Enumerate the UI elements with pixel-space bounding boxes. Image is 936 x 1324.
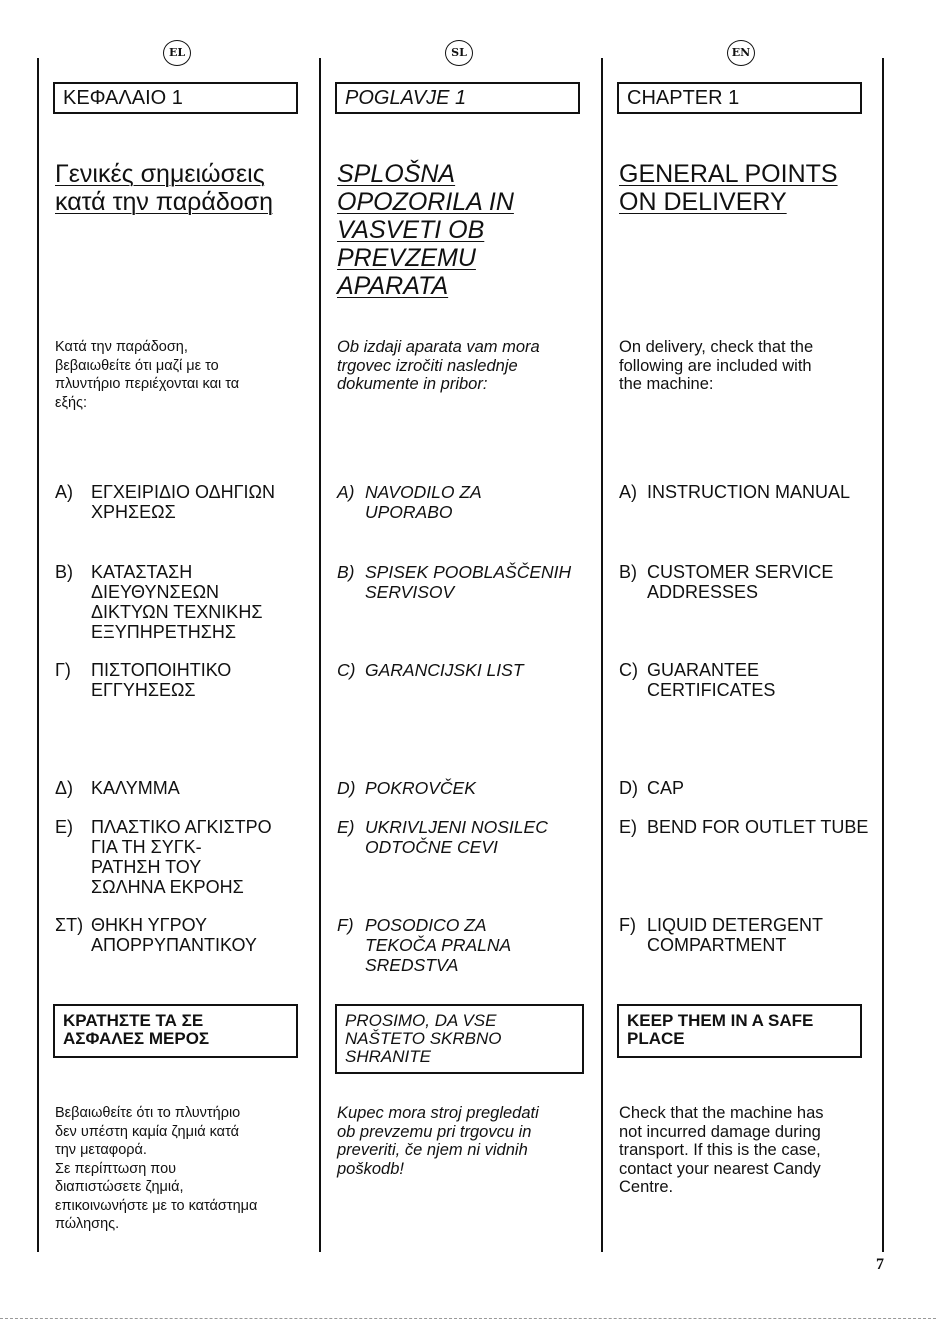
el-check-line: δεν υπέστη καμία ζημιά κατά <box>55 1123 239 1140</box>
en-item-label: E) <box>619 817 637 837</box>
en-check-line: Centre. <box>619 1178 674 1196</box>
en-item-text: CAP <box>647 778 685 798</box>
el-item-line <box>55 660 231 680</box>
sl-included-item <box>337 915 511 975</box>
el-included-item <box>55 660 231 700</box>
en-item-line <box>619 482 850 502</box>
column-rule-left <box>37 58 39 1252</box>
el-item-line: ΓΙΑ ΤΗ ΣΥΓΚ- <box>91 837 202 857</box>
sl-item-line: ODTOČNE CEVI <box>365 837 498 857</box>
en-item-line: COMPARTMENT <box>647 935 787 955</box>
el-section-title <box>55 160 273 216</box>
el-keep-safe-box <box>53 1004 298 1058</box>
sl-item-line <box>337 778 476 798</box>
el-item-label: Β) <box>55 562 73 582</box>
sl-item-label: E) <box>337 817 355 837</box>
el-title-line: κατά την παράδοση <box>55 188 273 216</box>
en-language-badge: EN <box>727 40 755 66</box>
en-item-text: CUSTOMER SERVICE <box>647 562 834 582</box>
en-check-line: transport. If this is the case, <box>619 1141 821 1159</box>
el-check-line: την μεταφορά. <box>55 1142 147 1158</box>
el-item-label: Ε) <box>55 817 73 837</box>
sl-included-item <box>337 562 571 602</box>
sl-keep-line: NAŠTETO SKRBNO <box>345 1029 502 1048</box>
sl-item-line: SREDSTVA <box>365 955 459 975</box>
el-intro-line: πλυντήριο περιέχονται και τα <box>55 376 240 392</box>
en-included-item <box>619 660 775 700</box>
sl-included-item <box>337 660 524 680</box>
en-chapter-heading: CHAPTER 1 <box>617 82 862 114</box>
el-item-line <box>55 817 272 837</box>
en-item-label: D) <box>619 778 638 798</box>
sl-title-line: VASVETI OB <box>337 216 485 244</box>
en-item-text: LIQUID DETERGENT <box>647 915 824 935</box>
en-title-line: ON DELIVERY <box>619 188 787 216</box>
en-item-line: CERTIFICATES <box>647 680 776 700</box>
el-keep-line: ΑΣΦΑΛΕΣ ΜΕΡΟΣ <box>63 1029 210 1048</box>
sl-keep-safe-box <box>335 1004 584 1074</box>
en-item-line <box>619 778 684 798</box>
en-included-item <box>619 562 833 602</box>
column-rule-middle-left <box>319 58 321 1252</box>
sl-title-line: OPOZORILA IN <box>337 188 514 216</box>
en-section-title <box>619 160 838 216</box>
el-intro-line: βεβαιωθείτε ότι μαζί με το <box>55 357 219 374</box>
sl-item-line: UPORABO <box>365 502 453 522</box>
el-title-line: Γενικές σημειώσεις <box>55 160 265 188</box>
el-keep-line: ΚΡΑΤΗΣΤΕ ΤΑ ΣΕ <box>63 1011 204 1030</box>
sl-item-line <box>337 562 571 582</box>
en-check-text <box>619 1104 824 1197</box>
sl-check-text <box>337 1104 539 1178</box>
page-bottom-rule <box>0 1318 936 1319</box>
el-item-label: Δ) <box>55 778 74 798</box>
el-chapter-heading: ΚΕΦΑΛΑΙΟ 1 <box>53 82 298 114</box>
sl-item-line: TEKOČA PRALNA <box>365 935 512 955</box>
sl-item-text: GARANCIJSKI LIST <box>365 660 524 680</box>
sl-intro-line: Ob izdaji aparata vam mora <box>337 338 540 356</box>
sl-title-line: APARATA <box>337 272 449 300</box>
el-included-item <box>55 817 272 897</box>
sl-chapter-heading: POGLAVJE 1 <box>335 82 580 114</box>
en-included-item <box>619 915 823 955</box>
el-check-line: Βεβαιωθείτε ότι το πλυντήριο <box>55 1105 241 1121</box>
el-item-label: ΣΤ) <box>55 915 84 935</box>
el-intro-text <box>55 338 239 412</box>
en-item-line <box>619 915 823 935</box>
en-item-label: C) <box>619 660 638 680</box>
sl-item-label: B) <box>337 562 355 582</box>
sl-keep-line: SHRANITE <box>345 1047 431 1066</box>
en-item-line: ADDRESSES <box>647 582 759 602</box>
en-item-label: B) <box>619 562 637 582</box>
sl-item-text: NAVODILO ZA <box>365 482 482 502</box>
sl-item-line <box>337 482 482 502</box>
sl-check-line: Kupec mora stroj pregledati <box>337 1104 539 1122</box>
sl-item-line <box>337 915 511 935</box>
sl-intro-text <box>337 338 540 394</box>
el-included-item <box>55 778 180 798</box>
en-item-line <box>619 562 833 582</box>
sl-item-text: POKROVČEK <box>365 778 476 798</box>
en-item-text: GUARANTEE <box>647 660 760 680</box>
en-title-line: GENERAL POINTS <box>619 160 838 188</box>
el-item-line: ΑΠΟΡΡΥΠΑΝΤΙΚΟΥ <box>91 935 257 955</box>
el-check-line: πώλησης. <box>55 1216 120 1232</box>
sl-item-text: UKRIVLJENI NOSILEC <box>365 817 548 837</box>
el-item-line: ΕΞΥΠΗΡΕΤΗΣΗΣ <box>91 622 236 642</box>
el-item-line: ΧΡΗΣΕΩΣ <box>91 502 176 522</box>
el-item-line <box>55 778 180 798</box>
page-number: 7 <box>876 1256 884 1273</box>
sl-item-line <box>337 817 548 837</box>
en-included-item <box>619 778 684 798</box>
column-rule-middle-right <box>601 58 603 1252</box>
en-item-label: F) <box>619 915 636 935</box>
el-check-line: Σε περίπτωση που <box>55 1160 177 1177</box>
en-included-item <box>619 817 868 837</box>
el-intro-line: εξής: <box>55 394 88 411</box>
sl-item-label: D) <box>337 778 356 798</box>
en-item-line <box>619 660 775 680</box>
el-item-text: ΠΛΑΣΤΙΚΟ ΑΓΚΙΣΤΡΟ <box>91 817 272 837</box>
el-item-text: ΚΑΛΥΜΜΑ <box>91 778 180 798</box>
el-item-line: ΔΙΕΥΘΥΝΣΕΩΝ <box>91 582 220 602</box>
el-item-text: ΠΙΣΤΟΠΟΙΗΤΙΚΟ <box>91 660 232 680</box>
en-keep-safe-box <box>617 1004 862 1058</box>
el-item-line <box>55 562 262 582</box>
en-intro-line: the machine: <box>619 375 714 393</box>
el-check-line: επικοινωνήστε με το κατάστημα <box>55 1197 258 1214</box>
en-check-line: contact your nearest Candy <box>619 1159 821 1178</box>
sl-included-item <box>337 482 482 522</box>
sl-check-line: preveriti, če njem ni vidnih <box>337 1141 528 1159</box>
el-item-line: ΕΓΓΥΗΣΕΩΣ <box>91 680 196 700</box>
el-item-line <box>55 915 257 935</box>
sl-item-text: POSODICO ZA <box>365 915 487 935</box>
en-item-label: A) <box>619 482 637 502</box>
el-included-item <box>55 562 262 642</box>
sl-item-label: A) <box>337 482 355 502</box>
sl-item-line: SERVISOV <box>365 582 455 602</box>
en-item-text: BEND FOR OUTLET TUBE <box>647 817 869 837</box>
el-language-badge: EL <box>163 40 191 66</box>
el-item-label: Γ) <box>55 660 71 680</box>
sl-item-line <box>337 660 524 680</box>
el-item-line: ΔΙΚΤΥΩΝ ΤΕΧΝΙΚΗΣ <box>91 602 263 622</box>
sl-intro-line: trgovec izročiti naslednje <box>337 356 518 375</box>
en-item-line <box>619 817 868 837</box>
sl-included-item <box>337 817 548 857</box>
sl-title-line: SPLOŠNA <box>337 160 456 188</box>
en-intro-text <box>619 338 813 394</box>
el-included-item <box>55 482 275 522</box>
sl-section-title <box>337 160 514 300</box>
el-item-line: ΡΑΤΗΣΗ ΤΟΥ <box>91 857 202 877</box>
sl-title-line: PREVZEMU <box>337 244 476 272</box>
en-keep-line: PLACE <box>627 1029 685 1048</box>
el-intro-line: Κατά την παράδοση, <box>55 339 188 355</box>
en-item-text: INSTRUCTION MANUAL <box>647 482 851 502</box>
column-rule-right <box>882 58 884 1252</box>
sl-keep-line: PROSIMO, DA VSE <box>345 1011 497 1030</box>
el-item-line: ΣΩΛΗΝΑ ΕΚΡΟΗΣ <box>91 877 244 897</box>
en-intro-line: following are included with <box>619 356 812 375</box>
el-item-text: ΕΓΧΕΙΡΙΔΙΟ ΟΔΗΓΙΩΝ <box>91 482 275 502</box>
el-included-item <box>55 915 257 955</box>
en-check-line: not incurred damage during <box>619 1122 821 1141</box>
el-item-text: ΘΗΚΗ ΥΓΡΟΥ <box>91 915 208 935</box>
sl-included-item <box>337 778 476 798</box>
el-check-line: διαπιστώσετε ζημιά, <box>55 1179 184 1195</box>
el-item-text: ΚΑΤΑΣΤΑΣΗ <box>91 562 193 582</box>
el-item-label: Α) <box>55 482 73 502</box>
sl-language-badge: SL <box>445 40 473 66</box>
en-intro-line: On delivery, check that the <box>619 338 814 356</box>
el-item-line <box>55 482 275 502</box>
sl-intro-line: dokumente in pribor: <box>337 375 488 393</box>
sl-item-text: SPISEK POOBLAŠČENIH <box>365 562 572 582</box>
sl-check-line: ob prevzemu pri trgovcu in <box>337 1122 532 1141</box>
en-included-item <box>619 482 850 502</box>
sl-item-label: C) <box>337 660 356 680</box>
el-check-text <box>55 1104 257 1234</box>
en-check-line: Check that the machine has <box>619 1104 824 1122</box>
sl-check-line: poškodb! <box>337 1159 404 1178</box>
en-keep-line: KEEP THEM IN A SAFE <box>627 1011 814 1030</box>
sl-item-label: F) <box>337 915 354 935</box>
